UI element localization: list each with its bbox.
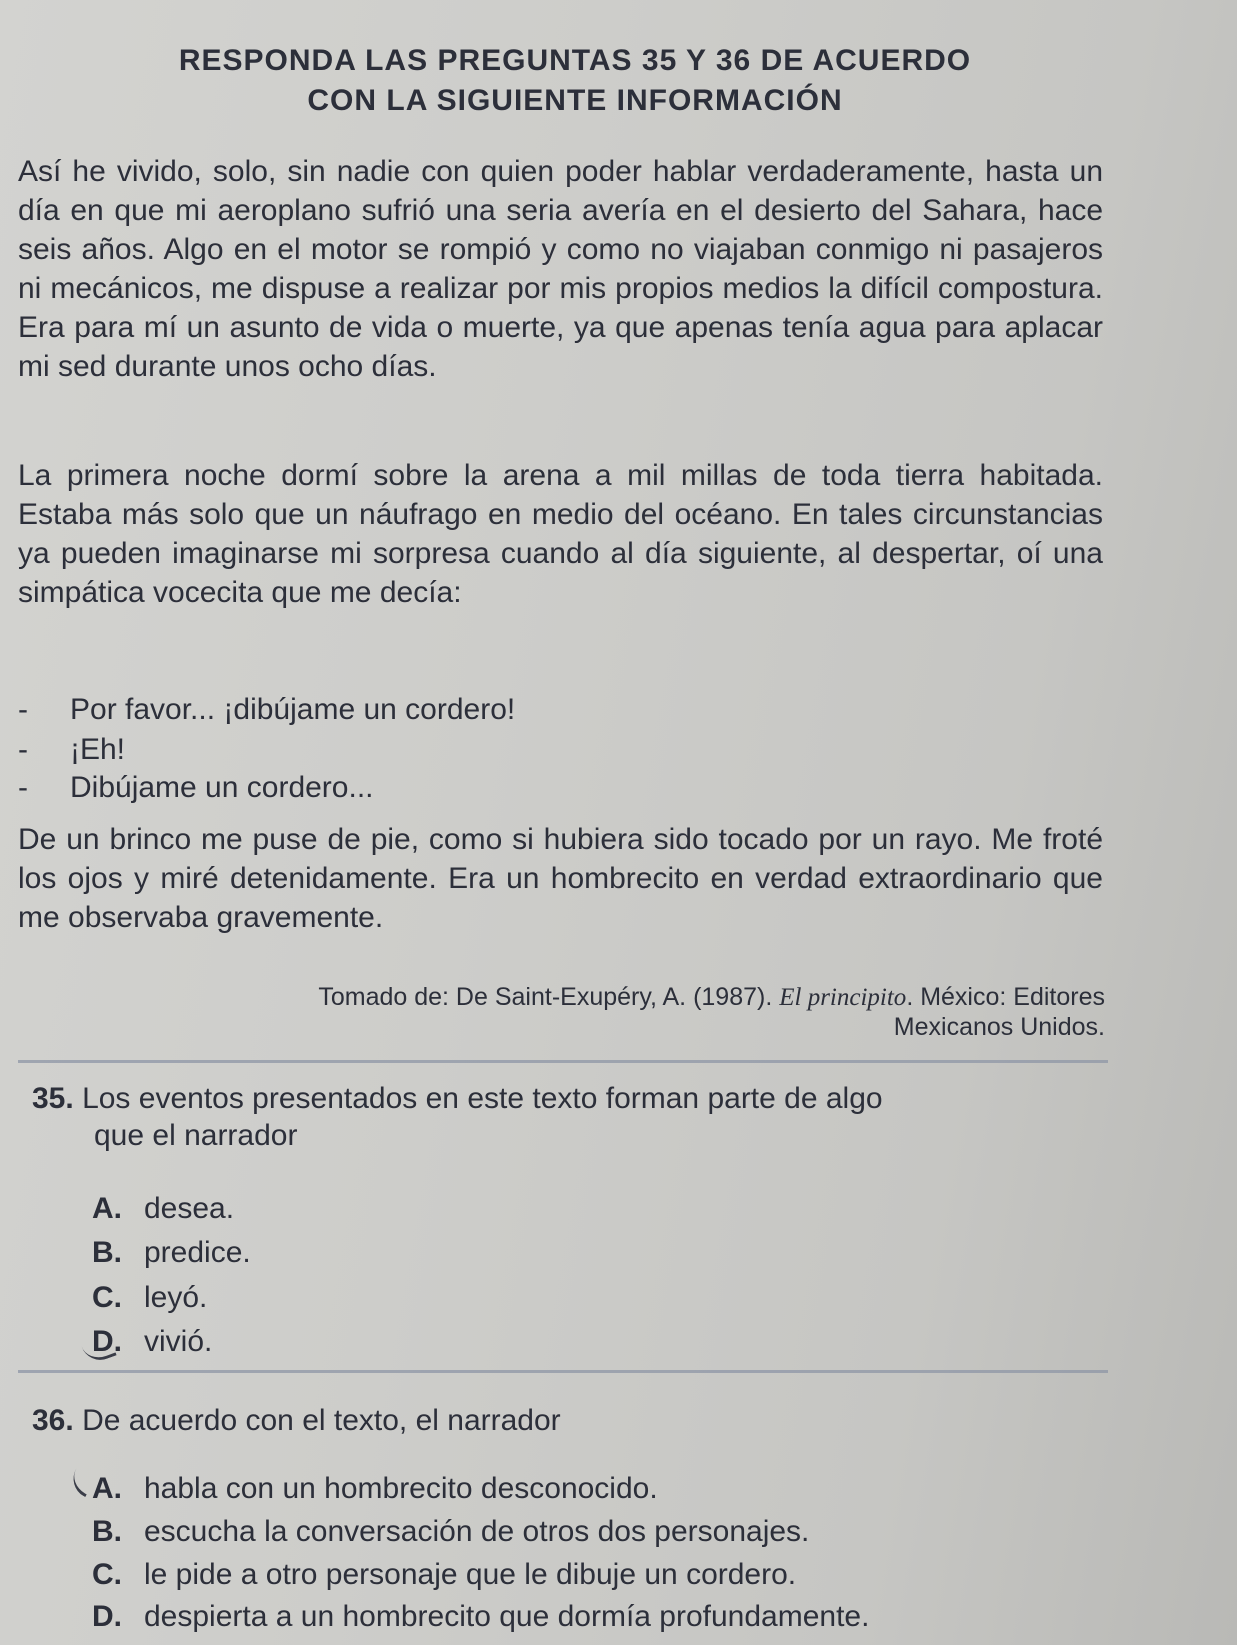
dialog-line [18,768,374,807]
dialog-dash: - [18,693,28,726]
option-35-b[interactable] [92,1234,251,1271]
option-text: leyó. [144,1281,208,1314]
option-text: vivió. [144,1325,213,1358]
passage-paragraph-1: Así he vivido, solo, sin nadie con quien poder hablar verdaderamente, hasta un día en que mi aeroplano sufrió una seria avería en el desierto del Sahara, hace seis años. Algo en el motor se rompió y como no viajaban conmigo ni pasajeros ni mecánicos, me dispuse a realizar por mis propios medios la difícil compostura. Era para mí un asunto de vida o muerte, ya que apenas tenía agua para aplacar mi sed durante unos ocho días. [18,155,1103,383]
question-number: 36. [32,1404,74,1437]
pencil-mark-icon [81,1336,116,1366]
option-letter: C. [92,1281,122,1314]
citation-prefix: Tomado de: De Saint-Exupéry, A. (1987). [318,983,780,1011]
option-letter: D. [92,1600,122,1633]
option-letter: B. [92,1515,122,1548]
source-citation [150,982,1105,1013]
option-text: predice. [144,1236,251,1269]
option-letter: B. [92,1236,122,1269]
instructions-heading: RESPONDA LAS PREGUNTAS 35 Y 36 DE ACUERDO [178,44,972,77]
dialog-text: Por favor... ¡dibújame un cordero! [70,693,516,726]
section-divider [18,1060,1108,1063]
option-36-b[interactable] [92,1513,809,1550]
question-number: 35. [32,1082,74,1115]
dialog-line [18,730,125,769]
option-letter: A. [92,1472,122,1505]
option-36-a[interactable] [92,1470,658,1507]
option-text: escucha la conversación de otros dos personajes. [144,1515,810,1548]
option-text: despierta a un hombrecito que dormía profundamente. [144,1600,870,1633]
passage-paragraph-2: La primera noche dormí sobre la arena a mil millas de toda tierra habitada. Estaba más solo que un náufrago en medio del océano. En tales circunstancias ya pueden imaginarse mi sorpresa cuando al día siguiente, al despertar, oí una simpática vocecita que me decía: [18,459,1103,609]
option-35-c[interactable] [92,1279,207,1316]
option-letter: C. [92,1558,122,1591]
dialog-text: ¡Eh! [70,733,126,766]
source-citation-line2: Mexicanos Unidos. [893,1013,1105,1041]
dialog-line [18,690,515,729]
question-stem-line2: que el narrador [94,1119,298,1152]
question-35 [32,1080,1107,1154]
question-36 [32,1402,1107,1439]
option-letter: D. [92,1325,122,1358]
citation-book-title: El principito [779,984,907,1011]
instructions-heading-line2: CON LA SIGUIENTE INFORMACIÓN [307,84,843,117]
question-stem: De acuerdo con el texto, el narrador [82,1404,561,1437]
option-text: habla con un hombrecito desconocido. [144,1472,658,1505]
citation-suffix: . México: Editores [906,983,1105,1011]
dialog-dash: - [18,771,28,804]
question-stem: Los eventos presentados en este texto forman parte de algo [82,1082,883,1115]
dialog-text: Dibújame un cordero... [70,771,374,804]
option-text: desea. [144,1192,235,1225]
option-text: le pide a otro personaje que le dibuje un cordero. [144,1558,797,1591]
section-divider [18,1370,1108,1373]
dialog-dash: - [18,733,28,766]
passage-paragraph-3: De un brinco me puse de pie, como si hubiera sido tocado por un rayo. Me froté los ojos y miré detenidamente. Era un hombrecito en verdad extraordinario que me observaba gravemente. [18,823,1103,934]
option-36-c[interactable] [92,1556,796,1593]
option-35-a[interactable] [92,1190,234,1227]
option-letter: A. [92,1192,122,1225]
option-36-d[interactable] [92,1598,869,1635]
